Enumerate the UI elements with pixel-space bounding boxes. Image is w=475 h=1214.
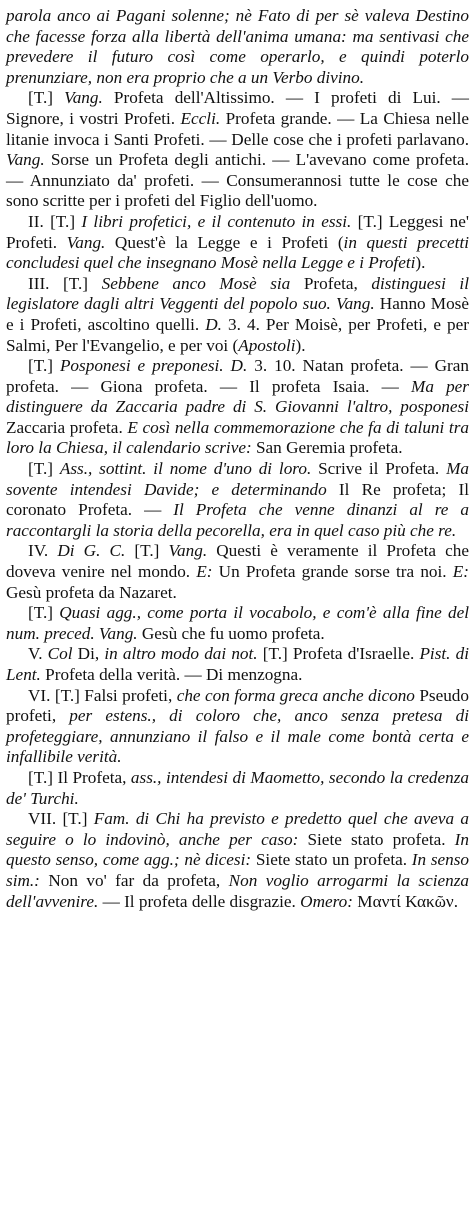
roman-text: ). bbox=[295, 335, 306, 355]
italic-text: Apostoli bbox=[238, 335, 296, 355]
italic-text: In questo senso, come agg.; nè dicesi: bbox=[6, 829, 469, 870]
roman-text: [T.] bbox=[28, 459, 60, 479]
entry-paragraph bbox=[6, 686, 469, 768]
roman-text: Il Re profeta; Il coronato Profeta. — bbox=[6, 479, 469, 520]
roman-text: Profeta grande. — La Chiesa nelle litanie invoca i Santi Profeti. — Delle cose che i profeti parlavano. bbox=[6, 108, 469, 149]
roman-text: Quest'è la Legge e i Profeti ( bbox=[105, 232, 344, 252]
italic-text: In senso sim.: bbox=[6, 850, 470, 890]
italic-text: E: bbox=[196, 562, 213, 582]
roman-text: VI. [T.] Falsi profeti, bbox=[28, 685, 177, 705]
italic-text: Vang. bbox=[168, 541, 208, 561]
roman-text: Scrive il Profeta. bbox=[311, 459, 447, 479]
italic-text: Quasi agg., come porta il vocabolo, e com'è alla fine del num. preced. Vang. bbox=[6, 603, 470, 643]
roman-text: Un Profeta grande sorse tra noi. bbox=[212, 562, 453, 582]
italic-text: parola anco ai Pagani solenne; nè Fato di per sè valeva Destino che facesse forza alla libertà dell'anima umana: ma sentivasi che prevedere il futuro così come operarlo, e quindi poterlo prenunziare, non era proprio che a un Verbo divino. bbox=[6, 6, 469, 87]
roman-text: Profeta dell'Altissimo. — I profeti di Lui. — Signore, i vostri Profeti. bbox=[6, 88, 469, 128]
italic-text: distinguesi il legislatore dagli altri Veggenti del popolo suo. Vang. bbox=[6, 273, 469, 314]
roman-text: [T.] bbox=[28, 603, 60, 623]
roman-text: Profeta, bbox=[290, 273, 372, 293]
italic-text: per estens., di coloro che, anco senza pretesa di profeteggiare, annunziano il falso e il male come bontà certa e infallibile verità. bbox=[6, 706, 469, 767]
roman-text: Siete stato un profeta. bbox=[251, 850, 412, 870]
italic-text: ass., intendesi di Maometto, secondo la credenza de' Turchi. bbox=[6, 767, 469, 808]
entry-paragraph bbox=[6, 274, 469, 356]
entry-paragraph bbox=[6, 603, 469, 644]
roman-text: Pseudo profeti, bbox=[6, 685, 469, 726]
italic-text: Vang. bbox=[66, 232, 106, 252]
roman-text: San Geremia profeta. bbox=[251, 438, 403, 458]
roman-text: ). bbox=[415, 253, 426, 273]
entry-paragraph bbox=[6, 212, 469, 274]
roman-text: 3. 10. Natan profeta. — Gran profeta. — Giona profeta. — Il profeta Isaia. — bbox=[6, 356, 469, 396]
roman-text: Non vo' far da profeta, bbox=[39, 870, 229, 890]
roman-text: VII. [T.] bbox=[28, 809, 94, 829]
italic-text: E così nella commemorazione che fa di taluni tra loro la Chiesa, il calendario scrive: bbox=[6, 417, 469, 458]
entry-paragraph bbox=[6, 356, 469, 459]
roman-text: [T.] bbox=[28, 356, 60, 376]
roman-text: II. [T.] bbox=[28, 211, 82, 231]
roman-text: [T.] Leggesi ne' Profeti. bbox=[6, 211, 469, 252]
entry-paragraph bbox=[6, 88, 469, 212]
italic-text: Sebbene anco Mosè sia bbox=[101, 273, 291, 293]
italic-text: I libri profetici, e il contenuto in essi. bbox=[81, 211, 352, 231]
roman-text: [T.] Il Profeta, bbox=[28, 767, 131, 787]
entry-paragraph bbox=[6, 6, 469, 88]
italic-text: Di G. C. bbox=[57, 541, 126, 561]
roman-text: Zaccaria profeta. bbox=[6, 417, 128, 437]
italic-text: Fam. di Chi ha previsto e predetto quel che aveva a seguire o lo indovinò, anche per caso: bbox=[6, 809, 469, 849]
italic-text: Vang. bbox=[64, 88, 103, 108]
italic-text: Pist. di Lent. bbox=[6, 644, 470, 684]
roman-text: III. [T.] bbox=[28, 273, 102, 293]
roman-text: Μαντί Κακῶν. bbox=[352, 891, 458, 911]
roman-text: [T.] bbox=[28, 88, 65, 108]
italic-text: Il Profeta che venne dinanzi al re a raccontargli la storia della pecorella, era in quel caso più che re. bbox=[6, 500, 469, 540]
roman-text: IV. bbox=[28, 541, 58, 561]
italic-text: Vang. bbox=[6, 150, 45, 170]
italic-text: Eccli. bbox=[180, 108, 221, 128]
italic-text: Ma sovente intendesi Davide; e determinando bbox=[6, 459, 469, 499]
roman-text: Siete stato profeta. bbox=[298, 829, 455, 849]
roman-text: V. bbox=[28, 644, 48, 664]
entry-paragraph bbox=[6, 768, 469, 809]
italic-text: Ass., sottint. il nome d'uno di loro. bbox=[59, 459, 312, 479]
roman-text: Gesù profeta da Nazaret. bbox=[6, 582, 177, 602]
entry-paragraph bbox=[6, 809, 469, 912]
roman-text: Sorse un Profeta degli antichi. — L'avevano come profeta. — Annunziato da' profeti. — Consumerannosi tutte le cose che sono scritte per i profeti del Figlio dell'uomo. bbox=[6, 150, 469, 211]
roman-text: Hanno Mosè e i Profeti, ascoltino quelli. bbox=[6, 294, 469, 334]
italic-text: in questi precetti concludesi quel che insegnano Mosè nella Legge e i Profeti bbox=[6, 232, 470, 273]
roman-text: — Il profeta delle disgrazie. bbox=[98, 891, 301, 911]
italic-text: Col bbox=[47, 644, 73, 664]
italic-text: D. bbox=[205, 314, 222, 334]
italic-text: Posponesi e preponesi. D. bbox=[59, 356, 248, 376]
roman-text: 3. 4. Per Moisè, per Profeti, e per Salmi, Per l'Evangelio, e per voi ( bbox=[6, 314, 469, 355]
italic-text: E: bbox=[452, 562, 469, 582]
italic-text: Ma per distinguere da Zaccaria padre di S. Giovanni l'altro, posponesi bbox=[6, 376, 469, 417]
entry-paragraph bbox=[6, 541, 469, 603]
roman-text: Questi è veramente il Profeta che doveva venire nel mondo. bbox=[6, 541, 469, 582]
italic-text: in altro modo dai not. bbox=[104, 644, 258, 664]
roman-text: Profeta della verità. — Di menzogna. bbox=[40, 665, 303, 684]
roman-text: [T.] bbox=[125, 541, 169, 561]
roman-text: Di, bbox=[72, 644, 105, 664]
entry-paragraph bbox=[6, 459, 469, 541]
roman-text: [T.] Profeta d'Israelle. bbox=[257, 644, 420, 664]
italic-text: Non voglio arrogarmi la scienza dell'avvenire. bbox=[6, 870, 469, 911]
italic-text: Omero: bbox=[300, 891, 353, 911]
roman-text: Gesù che fu uomo profeta. bbox=[137, 623, 325, 643]
italic-text: che con forma greca anche dicono bbox=[176, 685, 415, 705]
entry-paragraph bbox=[6, 644, 469, 685]
